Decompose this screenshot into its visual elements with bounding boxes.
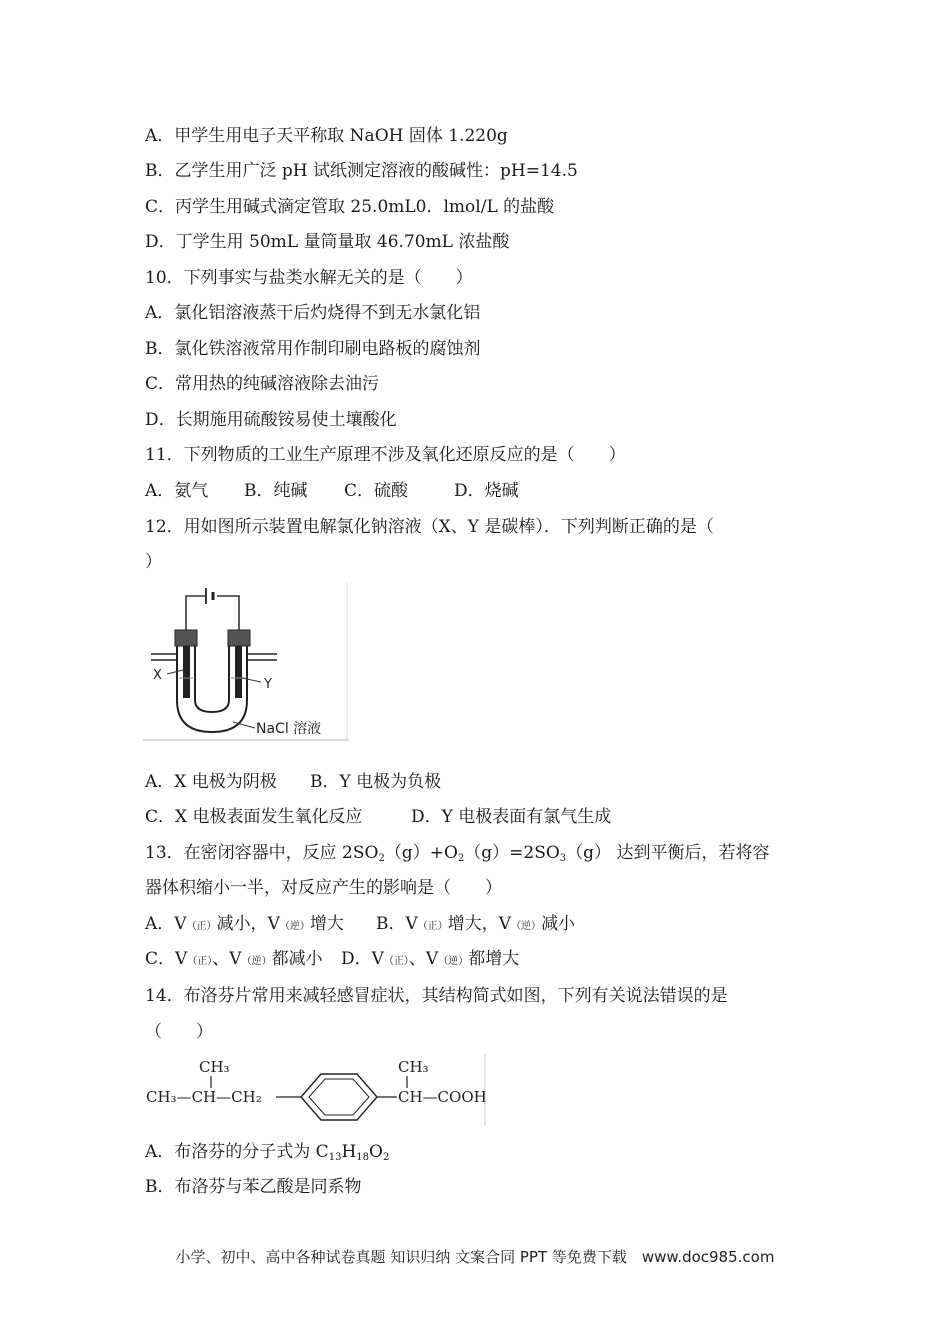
q10-option-b: B．氯化铁溶液常用作制印刷电路板的腐蚀剂 bbox=[145, 339, 481, 359]
u-tube-inner bbox=[195, 646, 229, 712]
left-wire bbox=[186, 596, 205, 630]
q14-stem-line2: （ ） bbox=[145, 1022, 213, 1042]
q10-option-a: A．氯化铝溶液蒸干后灼烧得不到无水氯化铝 bbox=[145, 303, 481, 323]
q11-option-a: A．氨气 bbox=[145, 481, 209, 501]
q12-options-ab bbox=[145, 770, 441, 794]
q9-option-c: C．丙学生用碱式滴定管取 25.0mL0．lmol/L 的盐酸 bbox=[145, 197, 555, 217]
q10-option-d: D．长期施用硫酸铵易使土壤酸化 bbox=[145, 410, 397, 430]
q11-options bbox=[145, 479, 519, 503]
q12-option-d: D．Y 电极表面有氯气生成 bbox=[411, 807, 612, 827]
q13-stem-line2: 器体积缩小一半，对反应产生的影响是（ ） bbox=[145, 878, 502, 898]
q12-options-cd bbox=[145, 805, 611, 829]
struct-right-group: CH—COOH bbox=[398, 1088, 487, 1106]
q12-option-c: C．X 电极表面发生氧化反应 bbox=[145, 807, 363, 827]
right-stopper bbox=[228, 630, 250, 646]
struct-left-chain: CH₃—CH—CH₂ bbox=[146, 1088, 262, 1106]
benzene-ring bbox=[301, 1074, 377, 1120]
q11-option-b: B．纯碱 bbox=[244, 481, 308, 501]
q13-stem-line1: 13．在密闭容器中，反应 $2SO_2(g)+O_2(g)=2SO_3(g)$ 达到平衡后，若将容 bbox=[145, 843, 770, 864]
q13-option-d: D．V（正）、V（逆）都增大 bbox=[341, 949, 520, 969]
page-footer: 小学、初中、高中各种试卷真题 知识归纳 文案合同 PPT 等免费下载 www.doc985.com bbox=[175, 1248, 775, 1266]
q12-option-a: A．X 电极为阴极 bbox=[145, 772, 277, 792]
q13-option-a: A．V（正）减小，V（逆）增大 bbox=[145, 914, 344, 934]
label-y: Y bbox=[264, 677, 272, 692]
q13-options-ab bbox=[145, 912, 575, 939]
q13-option-b: B．V（正）增大，V（逆）减小 bbox=[376, 914, 576, 934]
q11-option-d: D．烧碱 bbox=[454, 481, 519, 501]
q11-option-c: C．硫酸 bbox=[344, 481, 409, 501]
struct-top-left-methyl: CH₃ bbox=[199, 1058, 230, 1076]
q12-option-b: B．Y 电极为负极 bbox=[310, 772, 442, 792]
q9-option-d: D．丁学生用 50mL 量筒量取 46.70mL 浓盐酸 bbox=[145, 232, 510, 252]
q13-option-c: C．V（正）、V（逆）都减小 bbox=[145, 949, 323, 969]
q11-stem: 11．下列物质的工业生产原理不涉及氧化还原反应的是（ ） bbox=[145, 445, 626, 465]
q9-option-a: A．甲学生用电子天平称取 NaOH 固体 1.220g bbox=[145, 126, 508, 146]
label-x: X bbox=[153, 668, 162, 683]
q14-option-b: B．布洛芬与苯乙酸是同系物 bbox=[145, 1177, 362, 1197]
q10-option-c: C．常用热的纯碱溶液除去油污 bbox=[145, 374, 380, 394]
q12-stem-line2: ） bbox=[145, 552, 162, 572]
struct-top-right-methyl: CH₃ bbox=[398, 1058, 429, 1076]
left-stopper bbox=[175, 630, 197, 646]
q9-option-b: B．乙学生用广泛 pH 试纸测定溶液的酸碱性：pH=14.5 bbox=[145, 161, 578, 181]
electrode-x bbox=[183, 646, 190, 698]
electrode-y bbox=[235, 646, 242, 698]
q13-options-cd bbox=[145, 947, 519, 974]
q12-stem-line1: 12．用如图所示装置电解氯化钠溶液（X、Y 是碳棒）．下列判断正确的是（ bbox=[145, 517, 714, 537]
q14-option-a: A．布洛芬的分子式为 $C_{13}H_{18}O_2$ bbox=[145, 1142, 390, 1163]
ibuprofen-structure-figure bbox=[143, 1052, 488, 1128]
q14-stem-line1: 14．布洛芬片常用来减轻感冒症状，其结构简式如图，下列有关说法错误的是 bbox=[145, 986, 728, 1006]
label-nacl-solution: NaCl 溶液 bbox=[256, 721, 322, 737]
y-leader-line bbox=[242, 678, 261, 682]
x-leader-line bbox=[167, 670, 183, 674]
electrolysis-apparatus-figure bbox=[143, 582, 349, 742]
q10-stem: 10．下列事实与盐类水解无关的是（ ） bbox=[145, 268, 473, 288]
right-wire bbox=[217, 596, 239, 630]
